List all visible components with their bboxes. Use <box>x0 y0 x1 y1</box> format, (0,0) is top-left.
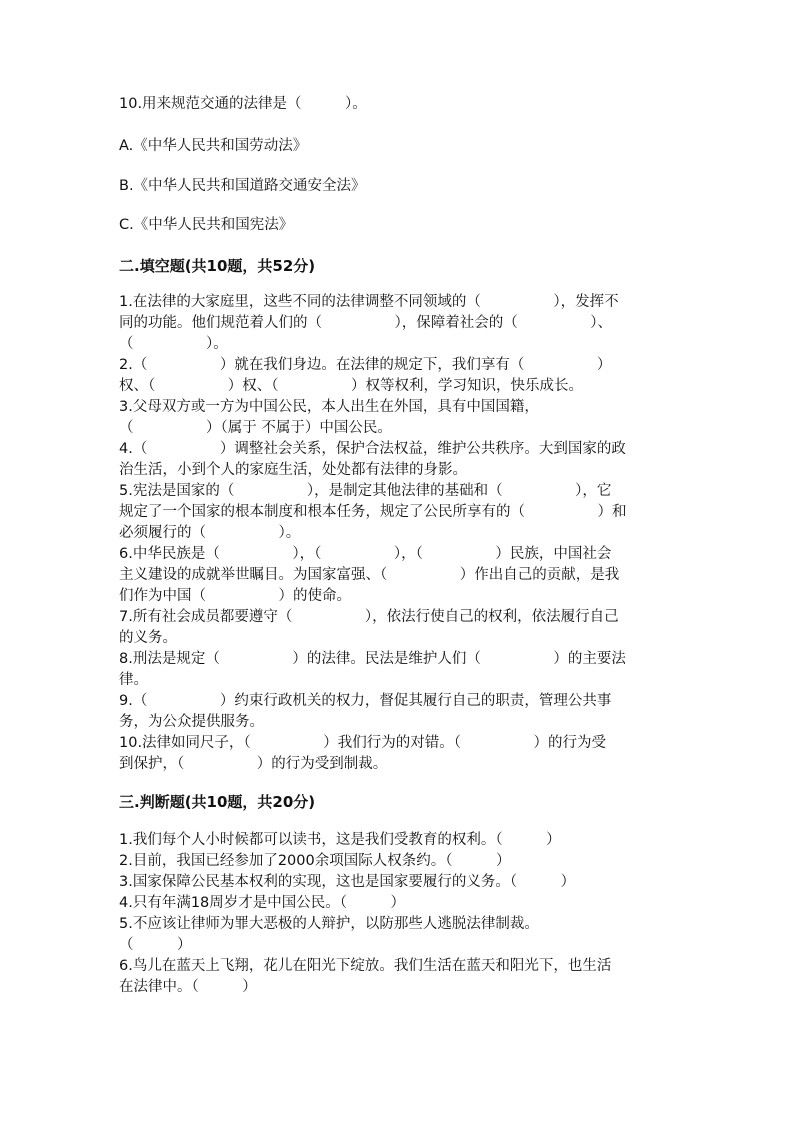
fill-line: 的义务。 <box>119 630 177 646</box>
section-heading-fill: 二.填空题(共10题，共52分) <box>119 257 316 275</box>
fill-line: 到保护，（ ）的行为受到制裁。 <box>119 756 388 772</box>
judge-line: 4.只有年满18周岁才是中国公民。（ ） <box>119 895 406 911</box>
fill-line: 治生活，小到个人的家庭生活，处处都有法律的身影。 <box>119 462 467 478</box>
judge-line: 6.鸟儿在蓝天上飞翔，花儿在阳光下绽放。我们生活在蓝天和阳光下，也生活 <box>119 958 612 974</box>
fill-line: 同的功能。他们规范着人们的（ ），保障着社会的（ ）、 <box>119 315 612 331</box>
judge-line: （ ） <box>119 937 192 953</box>
judge-line: 1.我们每个人小时候都可以读书，这是我们受教育的权利。（ ） <box>119 832 561 848</box>
fill-line: 主义建设的成就举世瞩目。为国家富强、（ ）作出自己的贡献，是我 <box>119 567 620 583</box>
fill-line: 权、（ ）权、（ ）权等权利，学习知识，快乐成长。 <box>119 378 583 394</box>
fill-line: （ ）（属于 不属于）中国公民。 <box>119 420 392 436</box>
question-stem: 10.用来规范交通的法律是（ ）。 <box>119 96 367 112</box>
fill-line: 规定了一个国家的根本制度和根本任务，规定了公民所享有的（ ）和 <box>119 504 627 520</box>
judge-line: 在法律中。（ ） <box>119 979 257 995</box>
judge-line: 3.国家保障公民基本权利的实现，这也是国家要履行的义务。（ ） <box>119 874 576 890</box>
fill-line: 1.在法律的大家庭里，这些不同的法律调整不同领域的（ ），发挥不 <box>119 294 619 310</box>
fill-line: 必须履行的（ ）。 <box>119 525 301 541</box>
option-b: B.《中华人民共和国道路交通安全法》 <box>119 178 366 194</box>
fill-line: 9.（ ）约束行政机关的权力，督促其履行自己的职责，管理公共事 <box>119 693 612 709</box>
fill-line: 5.宪法是国家的（ ），是制定其他法律的基础和（ ），它 <box>119 483 612 499</box>
fill-line: 们作为中国（ ）的使命。 <box>119 588 351 604</box>
fill-line: 律。 <box>119 672 148 688</box>
fill-line: 6.中华民族是（ ），（ ），（ ）民族，中国社会 <box>119 546 612 562</box>
fill-line: 7.所有社会成员都要遵守（ ），依法行使自己的权利，依法履行自己 <box>119 609 619 625</box>
section-heading-judge: 三.判断题(共10题，共20分) <box>119 793 316 811</box>
option-a: A.《中华人民共和国劳动法》 <box>119 138 308 154</box>
option-c: C.《中华人民共和国宪法》 <box>119 217 294 233</box>
fill-line: 务，为公众提供服务。 <box>119 714 264 730</box>
fill-line: 4.（ ）调整社会关系，保护合法权益，维护公共秩序。大到国家的政 <box>119 441 626 457</box>
fill-line: 8.刑法是规定（ ）的法律。民法是维护人们（ ）的主要法 <box>119 651 626 667</box>
fill-line: 10.法律如同尺子，（ ）我们行为的对错。（ ）的行为受 <box>119 735 607 751</box>
judge-line: 2.目前，我国已经参加了2000余项国际人权条约。（ ） <box>119 853 511 869</box>
judge-line: 5.不应该让律师为罪大恶极的人辩护，以防那些人逃脱法律制裁。 <box>119 916 539 932</box>
fill-line: （ ）。 <box>119 336 228 352</box>
fill-line: 2.（ ）就在我们身边。在法律的规定下，我们享有（ ） <box>119 357 612 373</box>
fill-line: 3.父母双方或一方为中国公民，本人出生在外国，具有中国国籍， <box>119 399 539 415</box>
